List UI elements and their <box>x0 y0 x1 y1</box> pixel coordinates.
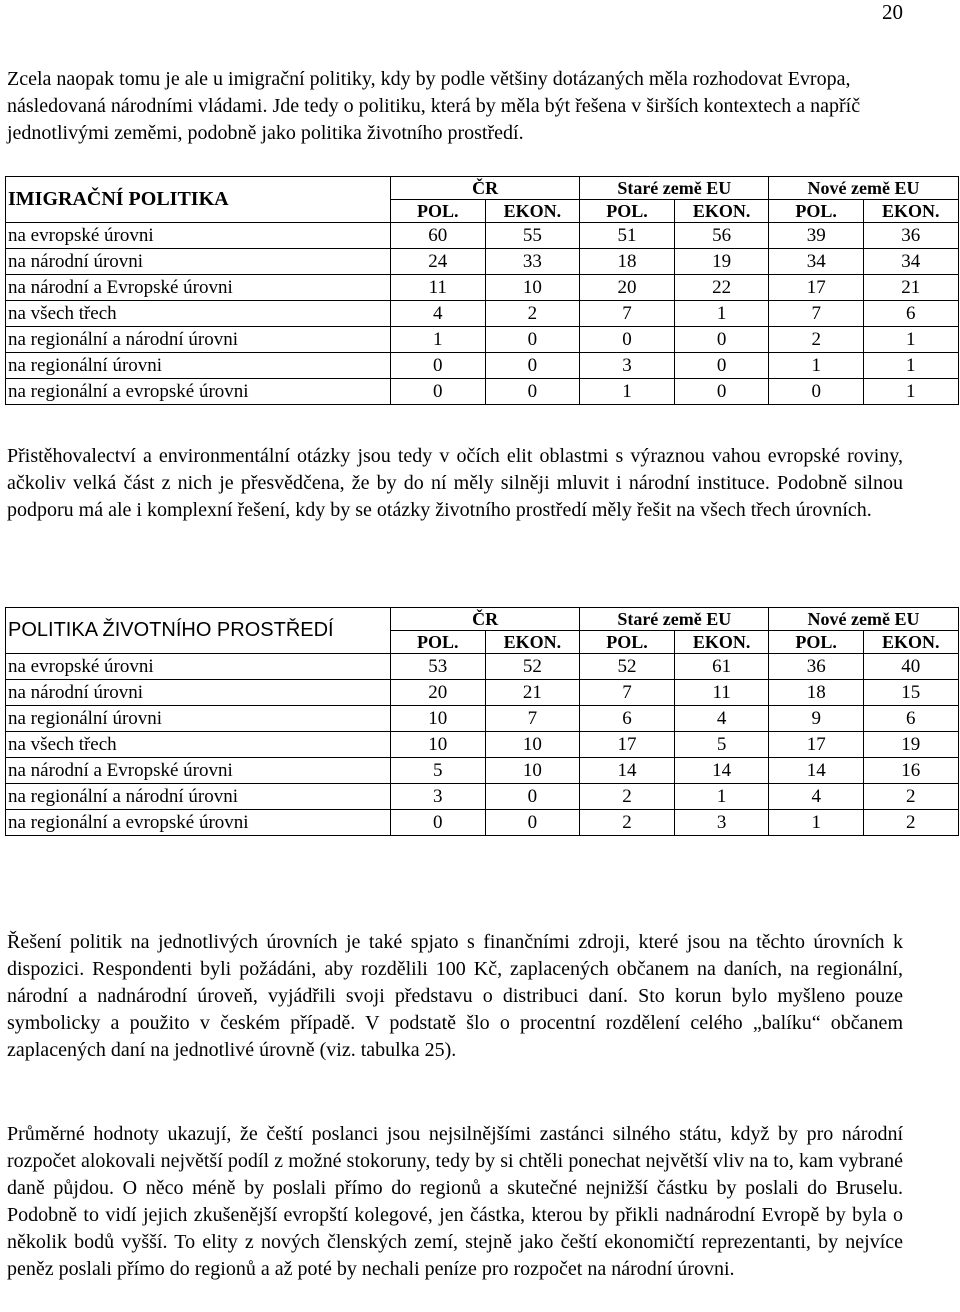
group-header-new-eu: Nové země EU <box>769 177 958 200</box>
group-header-cr: ČR <box>391 608 580 631</box>
row-label: na evropské úrovni <box>6 223 391 249</box>
value-cell: 1 <box>674 301 769 327</box>
value-cell: 0 <box>769 379 864 405</box>
table-title: IMIGRAČNÍ POLITIKA <box>6 177 391 223</box>
value-cell: 9 <box>769 706 864 732</box>
table-row <box>6 758 959 784</box>
value-cell: 2 <box>863 784 958 810</box>
value-cell: 0 <box>391 379 486 405</box>
value-cell: 53 <box>391 654 486 680</box>
value-cell: 0 <box>674 353 769 379</box>
value-cell: 7 <box>485 706 580 732</box>
value-cell: 24 <box>391 249 486 275</box>
paragraph-average-values: Průměrné hodnoty ukazují, že čeští poslanci jsou nejsilnějšími zastánci silného státu, když by pro národní rozpočet alokovali největší podíl z možné stokoruny, tedy by si chtěli ponechat největší vliv na to, kam vybrané daně půjdou. O něco méně by poslali přímo do regionů a skutečné nejnižší částku by poslali do Bruselu. Podobně to vidí jejich zkušenější evropští kolegové, jen částka, kterou by přikli nadnárodní Evropě by byla o několik bodů vyšší. To elity z nových členských zemí, stejně jako čeští ekonomičtí reprezentanti, by nejvíce peněz poslali přímo do regionů a až poté by nechali peníze pro rozpočet na národní úrovni. <box>7 1123 903 1280</box>
value-cell: 7 <box>769 301 864 327</box>
value-cell: 5 <box>674 732 769 758</box>
value-cell: 0 <box>391 353 486 379</box>
value-cell: 0 <box>674 327 769 353</box>
value-cell: 56 <box>674 223 769 249</box>
table-row <box>6 810 959 836</box>
value-cell: 10 <box>391 732 486 758</box>
value-cell: 16 <box>863 758 958 784</box>
value-cell: 21 <box>863 275 958 301</box>
value-cell: 0 <box>485 810 580 836</box>
value-cell: 0 <box>485 379 580 405</box>
table-row <box>6 784 959 810</box>
value-cell: 61 <box>674 654 769 680</box>
value-cell: 4 <box>674 706 769 732</box>
row-label: na regionální a evropské úrovni <box>6 379 391 405</box>
value-cell: 2 <box>485 301 580 327</box>
value-cell: 2 <box>863 810 958 836</box>
sub-header: EKON. <box>485 200 580 223</box>
value-cell: 1 <box>863 353 958 379</box>
table-row <box>6 223 959 249</box>
group-header-old-eu: Staré země EU <box>580 608 769 631</box>
value-cell: 2 <box>769 327 864 353</box>
value-cell: 7 <box>580 301 675 327</box>
sub-header: EKON. <box>863 631 958 654</box>
value-cell: 18 <box>769 680 864 706</box>
value-cell: 0 <box>485 353 580 379</box>
value-cell: 2 <box>580 810 675 836</box>
value-cell: 10 <box>485 732 580 758</box>
table-row <box>6 327 959 353</box>
value-cell: 0 <box>580 327 675 353</box>
group-header-cr: ČR <box>391 177 580 200</box>
table-row <box>6 680 959 706</box>
value-cell: 0 <box>485 784 580 810</box>
value-cell: 60 <box>391 223 486 249</box>
row-label: na všech třech <box>6 301 391 327</box>
value-cell: 36 <box>863 223 958 249</box>
environment-policy-table <box>5 607 959 836</box>
value-cell: 1 <box>863 327 958 353</box>
value-cell: 11 <box>674 680 769 706</box>
value-cell: 55 <box>485 223 580 249</box>
value-cell: 17 <box>769 275 864 301</box>
value-cell: 21 <box>485 680 580 706</box>
table-row <box>6 275 959 301</box>
row-label: na národní úrovni <box>6 680 391 706</box>
value-cell: 36 <box>769 654 864 680</box>
sub-header: POL. <box>391 631 486 654</box>
value-cell: 34 <box>863 249 958 275</box>
value-cell: 52 <box>485 654 580 680</box>
sub-header: POL. <box>769 631 864 654</box>
sub-header: EKON. <box>674 631 769 654</box>
value-cell: 17 <box>580 732 675 758</box>
value-cell: 17 <box>769 732 864 758</box>
table-row <box>6 249 959 275</box>
value-cell: 14 <box>674 758 769 784</box>
value-cell: 1 <box>674 784 769 810</box>
value-cell: 18 <box>580 249 675 275</box>
value-cell: 1 <box>580 379 675 405</box>
row-label: na národní a Evropské úrovni <box>6 758 391 784</box>
page-number: 20 <box>882 0 903 24</box>
paragraph-tax-distribution: Řešení politik na jednotlivých úrovních je také spjato s finančními zdroji, které jsou na těchto úrovních k dispozici. Respondenti byli požádáni, aby rozdělili 100 Kč, zaplacených občanem na daních, na regionální, národní a nadnárodní úroveň, vyjádřili svoji představu o distribuci daní. Sto korun bylo myšleno pouze symbolicky a použito v českém případě. V podstatě šlo o procentní rozdělení celého „balíku“ občanem zaplacených daní na jednotlivé úrovně (viz. tabulka 25). <box>7 931 903 1061</box>
value-cell: 51 <box>580 223 675 249</box>
value-cell: 20 <box>580 275 675 301</box>
value-cell: 14 <box>580 758 675 784</box>
value-cell: 1 <box>769 353 864 379</box>
value-cell: 5 <box>391 758 486 784</box>
value-cell: 11 <box>391 275 486 301</box>
group-header-new-eu: Nové země EU <box>769 608 958 631</box>
value-cell: 3 <box>580 353 675 379</box>
sub-header: POL. <box>391 200 486 223</box>
value-cell: 1 <box>391 327 486 353</box>
table-row <box>6 654 959 680</box>
row-label: na regionální a národní úrovni <box>6 327 391 353</box>
sub-header: POL. <box>769 200 864 223</box>
paragraph-migration-summary: Přistěhovalectví a environmentální otázky jsou tedy v očích elit oblastmi s výraznou vahou evropské roviny, ačkoliv velká část z nich je přesvědčena, že by do ní měly silněji mluvit i národní instituce. Podobně silnou podporu má ale i komplexní řešení, kdy by se otázky životního prostředí měly řešit na všech třech úrovních. <box>7 445 903 521</box>
row-label: na evropské úrovni <box>6 654 391 680</box>
value-cell: 2 <box>580 784 675 810</box>
value-cell: 33 <box>485 249 580 275</box>
value-cell: 0 <box>391 810 486 836</box>
table-row <box>6 301 959 327</box>
value-cell: 6 <box>580 706 675 732</box>
table-row <box>6 732 959 758</box>
row-label: na národní a Evropské úrovni <box>6 275 391 301</box>
value-cell: 20 <box>391 680 486 706</box>
value-cell: 10 <box>485 275 580 301</box>
row-label: na regionální úrovni <box>6 353 391 379</box>
sub-header: EKON. <box>485 631 580 654</box>
sub-header: POL. <box>580 631 675 654</box>
table-title: POLITIKA ŽIVOTNÍHO PROSTŘEDÍ <box>6 608 391 654</box>
immigration-policy-table <box>5 176 959 405</box>
value-cell: 39 <box>769 223 864 249</box>
row-label: na regionální a evropské úrovni <box>6 810 391 836</box>
value-cell: 14 <box>769 758 864 784</box>
value-cell: 3 <box>391 784 486 810</box>
value-cell: 10 <box>391 706 486 732</box>
table-row <box>6 706 959 732</box>
value-cell: 6 <box>863 301 958 327</box>
value-cell: 7 <box>580 680 675 706</box>
value-cell: 15 <box>863 680 958 706</box>
table-row <box>6 353 959 379</box>
value-cell: 22 <box>674 275 769 301</box>
value-cell: 0 <box>674 379 769 405</box>
value-cell: 3 <box>674 810 769 836</box>
row-label: na všech třech <box>6 732 391 758</box>
value-cell: 6 <box>863 706 958 732</box>
sub-header: EKON. <box>863 200 958 223</box>
value-cell: 4 <box>391 301 486 327</box>
row-label: na regionální úrovni <box>6 706 391 732</box>
value-cell: 40 <box>863 654 958 680</box>
value-cell: 1 <box>863 379 958 405</box>
row-label: na regionální a národní úrovni <box>6 784 391 810</box>
row-label: na národní úrovni <box>6 249 391 275</box>
value-cell: 19 <box>863 732 958 758</box>
value-cell: 1 <box>769 810 864 836</box>
value-cell: 19 <box>674 249 769 275</box>
paragraph-intro: Zcela naopak tomu je ale u imigrační politiky, kdy by podle většiny dotázaných měla rozhodovat Evropa, následovaná národními vládami. Jde tedy o politiku, která by měla být řešena v širších kontextech a napříč jednotlivými zeměmi, podobně jako politika životního prostředí. <box>7 68 861 144</box>
value-cell: 52 <box>580 654 675 680</box>
sub-header: POL. <box>580 200 675 223</box>
value-cell: 0 <box>485 327 580 353</box>
group-header-old-eu: Staré země EU <box>580 177 769 200</box>
value-cell: 10 <box>485 758 580 784</box>
value-cell: 4 <box>769 784 864 810</box>
value-cell: 34 <box>769 249 864 275</box>
sub-header: EKON. <box>674 200 769 223</box>
table-row <box>6 379 959 405</box>
